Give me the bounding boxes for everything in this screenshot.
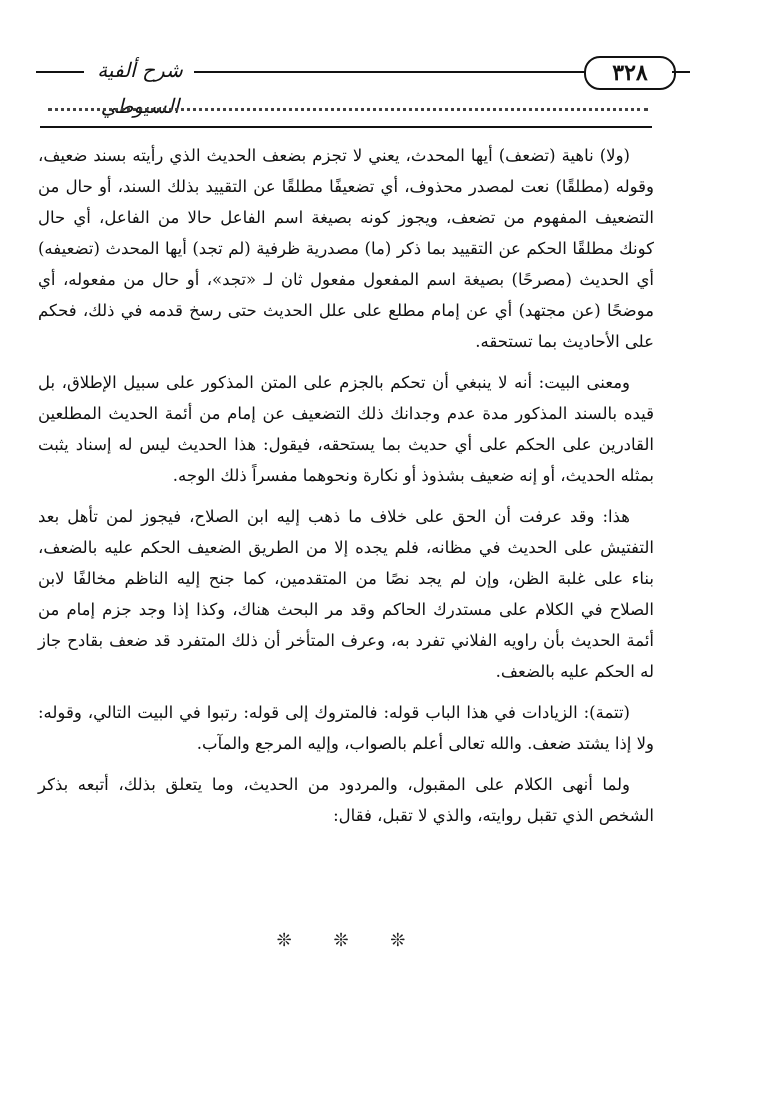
paragraph: هذا: وقد عرفت أن الحق على خلاف ما ذهب إليه ابن الصلاح، فيجوز لمن تأهل بعد التفتيش على الحديث في مظانه، فلم يجده إلا من الطريق الضعيف الحكم عليه بالضعف، بناء على غلبة الظن، وإن لم يجد نصًا من المتقدمين، كما جنح إليه الناظم مخالفًا لابن الصلاح في الكلام على مستدرك الحاكم وقد مر البحث هناك، وكذا إذا وجد جزم إمام من أئمة الحديث بأن راويه الفلاني تفرد به، وعرف المتأخر أن ذلك المتفرد قد ضعف بقادح جاز له الحكم عليه بالضعف. (38, 507, 654, 681)
page-number: ٣٢٨ (584, 56, 676, 90)
header-rule-middle (194, 71, 586, 73)
horizontal-divider (40, 126, 652, 128)
header-rule-left (36, 71, 84, 73)
book-title: شرح ألفية السيوطي (97, 58, 183, 118)
paragraph: (تتمة): الزيادات في هذا الباب قوله: فالمتروك إلى قوله: رتبوا في البيت التالي، وقوله: ولا إذا يشتد ضعف. والله تعالى أعلم بالصواب، وإليه المرجع والمآب. (38, 703, 654, 753)
body-text (38, 140, 654, 841)
paragraph: ومعنى البيت: أنه لا ينبغي أن تحكم بالجزم على المتن المذكور على سبيل الإطلاق، بل قيده بالسند المذكور مدة عدم وجدانك ذلك التضعيف عن إمام من أئمة الحديث المطلعين القادرين على الحكم على أي حديث بما يستحقه، فيقول: هذا الحديث ليس له إسناد يثبت بمثله الحديث، أو إنه ضعيف بشذوذ أو نكارة ونحوهما مفسراً ذلك الوجه. (38, 373, 654, 485)
section-separator-stars: ❊ ❊ ❊ (276, 930, 424, 951)
header-rule-right (672, 71, 690, 73)
dotted-separator (48, 94, 648, 111)
paragraph: ولما أنهى الكلام على المقبول، والمردود من الحديث، وما يتعلق بذلك، أتبعه بذكر الشخص الذي تقبل روايته، والذي لا تقبل، فقال: (38, 775, 654, 825)
paragraph: (ولا) ناهية (تضعف) أيها المحدث، يعني لا تجزم بضعف الحديث الذي رأيته بسند ضعيف، وقوله (مطلقًا) نعت لمصدر محذوف، أي تضعيفًا مطلقًا عن التقييد بذلك السند، أو حال من التضعيف المفهوم من تضعف، ويجوز كونه بصيغة اسم الفاعل حالا من الفاعل، أي حال كونك مطلقًا الحكم عن التقييد بما ذكر (ما) مصدرية ظرفية (لم تجد) أيها المحدث (تضعيفه) أي الحديث (مصرحًا) بصيغة اسم المفعول مفعول ثان لـ «تجد»، أو حال من مفعوله، أي موضحًا (عن مجتهد) أي عن إمام مطلع على علل الحديث حتى رسخ قدمه في ذلك، فحكم على الأحاديث بما تستحقه. (38, 146, 654, 351)
